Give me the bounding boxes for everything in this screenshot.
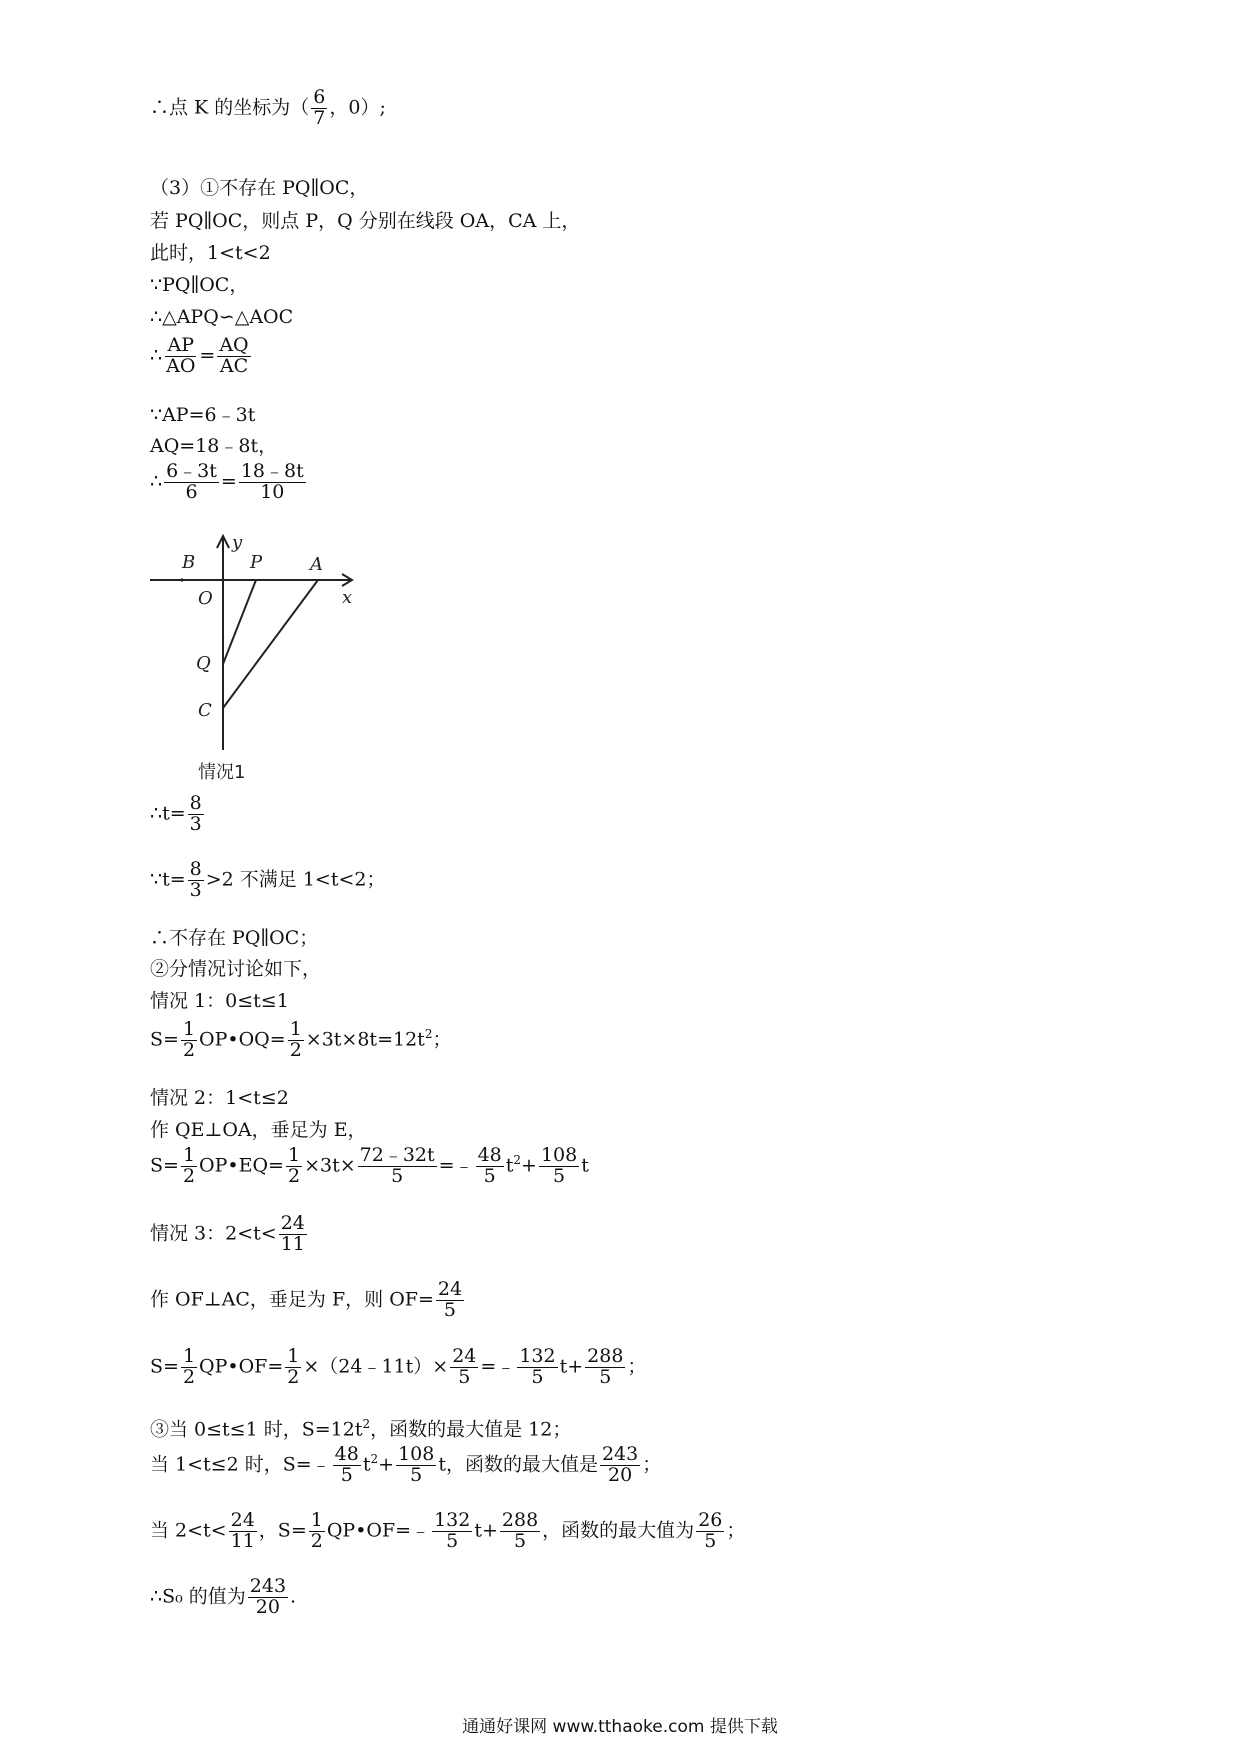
fraction: $\frac{1}{2}$: [182, 1018, 196, 1061]
label-x: x: [342, 587, 353, 608]
fraction: $\frac{243}{20}$: [249, 1575, 287, 1618]
fraction: $\frac{1}{2}$: [287, 1345, 300, 1388]
segment-pq: [223, 580, 256, 664]
text-line: 此时，1<t<2: [150, 242, 271, 264]
t-equation: ∴ $\frac{6﹣3t}{6}$ = $\frac{18﹣8t}{10}$: [150, 460, 304, 503]
fraction: $\frac{24}{5}$: [452, 1345, 477, 1388]
fraction: $\frac{288}{5}$: [587, 1345, 624, 1388]
text-line: 作 QE⊥OA，垂足为 E，: [150, 1119, 367, 1141]
label-q: Q: [196, 653, 211, 674]
t-check: ∵t= $\frac{8}{3}$ >2 不满足 1<t<2；: [150, 858, 386, 901]
fraction: $\frac{AP}{AO}$: [166, 334, 196, 377]
text-line: ②分情况讨论如下，: [150, 958, 322, 980]
fraction: $\frac{48}{5}$: [334, 1443, 359, 1486]
fraction: $\frac{1}{2}$: [289, 1018, 302, 1061]
fraction: $\frac{8}{3}$: [189, 858, 202, 901]
fraction: $\frac{6﹣3t}{6}$: [166, 460, 217, 503]
fraction: $\frac{AQ}{AC}$: [219, 334, 249, 377]
fraction: $\frac{108}{5}$: [398, 1443, 435, 1486]
point-b-dot: [180, 578, 183, 581]
fraction: $\frac{26}{5}$: [698, 1509, 723, 1552]
fraction: $\frac{1}{2}$: [287, 1144, 301, 1187]
label-p: P: [250, 552, 263, 573]
segment-ac: [223, 580, 318, 708]
text-line: ∴不存在 PQ∥OC；: [150, 927, 319, 949]
case3-heading: 情况 3：2<t< $\frac{24}{11}$: [150, 1212, 305, 1255]
fraction: $\frac{1}{2}$: [310, 1509, 323, 1552]
fraction: $\frac{72﹣32t}{5}$: [359, 1144, 435, 1187]
fraction: $\frac{6}{7}$: [313, 86, 326, 129]
max-case2: 当 1<t≤2 时，S=﹣ $\frac{48}{5}$ $t^2+$ $\frac{108}{5}$ t，函数的最大值是 $\frac{243}{20}$ ；: [150, 1443, 662, 1486]
text-line: AQ=18﹣8t，: [150, 435, 278, 457]
case2-area: S= $\frac{1}{2}$ OP•EQ= $\frac{1}{2}$ ×3t× $\frac{72﹣32t}{5}$ =﹣ $\frac{48}{5}$ $t^2+$ $\frac{108}{5}$ t: [150, 1144, 589, 1187]
t-result: ∴t= $\frac{8}{3}$: [150, 792, 202, 835]
max-case3: 当 2<t< $\frac{24}{11}$ ，S= $\frac{1}{2}$ QP•OF=﹣ $\frac{132}{5}$ t+ $\frac{288}{5}$ ，函数的最大值为 $\frac{26}{5}$ ；: [150, 1509, 746, 1552]
figure-caption: 情况1: [198, 762, 246, 783]
fraction: $\frac{132}{5}$: [434, 1509, 471, 1552]
s0-conclusion: ∴S₀ 的值为 $\frac{243}{20}$ .: [150, 1575, 297, 1618]
case1-heading: 情况 1：0≤t≤1: [150, 990, 289, 1012]
fraction: $\frac{1}{2}$: [182, 1144, 196, 1187]
label-a: A: [310, 554, 323, 575]
fraction: $\frac{243}{20}$: [601, 1443, 639, 1486]
label-o: O: [198, 588, 213, 609]
fraction: $\frac{48}{5}$: [477, 1144, 502, 1187]
text-line: 若 PQ∥OC，则点 P，Q 分别在线段 OA，CA 上，: [150, 210, 581, 232]
label-c: C: [198, 700, 212, 721]
fraction: $\frac{288}{5}$: [501, 1509, 539, 1552]
case1-area: S= $\frac{1}{2}$ OP•OQ= $\frac{1}{2}$ $\times 3t\times 8t=12t^2$；: [150, 1018, 452, 1061]
case2-heading: 情况 2：1<t≤2: [150, 1087, 289, 1109]
case3-area: S= $\frac{1}{2}$ QP•OF= $\frac{1}{2}$ ×（24﹣11t）× $\frac{24}{5}$ =﹣ $\frac{132}{5}$ t+ $\frac{288}{5}$ ；: [150, 1345, 647, 1388]
case1-figure: [148, 528, 368, 788]
fraction: $\frac{24}{5}$: [437, 1278, 463, 1321]
text-line: ∵PQ∥OC，: [150, 274, 249, 296]
fraction: $\frac{108}{5}$: [540, 1144, 578, 1187]
label-b: B: [182, 552, 196, 573]
fraction: $\frac{24}{11}$: [230, 1509, 255, 1552]
point-k-line: ∴点 K 的坐标为（ $\frac{6}{7}$ ，0）;: [150, 86, 386, 129]
fraction: $\frac{8}{3}$: [189, 792, 202, 835]
text-line: ∵AP=6﹣3t: [150, 404, 256, 426]
fraction: $\frac{24}{11}$: [280, 1212, 305, 1255]
fraction: $\frac{1}{2}$: [182, 1345, 196, 1388]
label-y: y: [232, 532, 243, 553]
part3-heading: （3）①不存在 PQ∥OC，: [150, 177, 369, 199]
ratio-equation: ∴ $\frac{AP}{AO}$ = $\frac{AQ}{AC}$: [150, 334, 249, 377]
case3-of: 作 OF⊥AC，垂足为 F，则 OF= $\frac{24}{5}$: [150, 1278, 463, 1321]
max-case1: ③当 0≤t≤1 时，$S=12t^2$，函数的最大值是 12；: [150, 1417, 572, 1441]
fraction: $\frac{132}{5}$: [519, 1345, 556, 1388]
fraction: $\frac{18﹣8t}{10}$: [240, 460, 304, 503]
page-footer: 通通好课网 www.tthaoke.com 提供下载: [462, 1717, 778, 1737]
text-line: ∴△APQ∽△AOC: [150, 306, 294, 328]
